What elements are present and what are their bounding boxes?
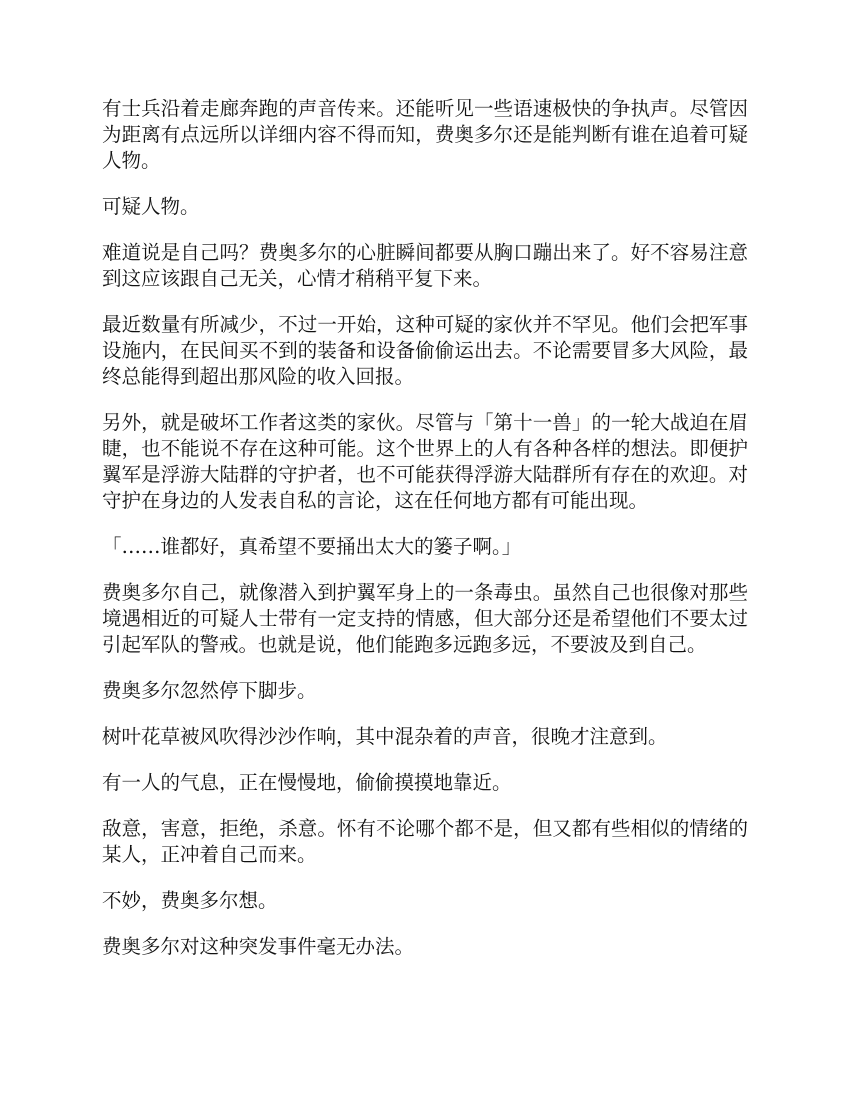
paragraph-4: 最近数量有所减少，不过一开始，这种可疑的家伙并不罕见。他们会把军事设施内，在民间买不到的装备和设备偷偷运出去。不论需要冒多大风险，最终总能得到超出那风险的收入回报。 [102, 313, 748, 388]
paragraph-7: 费奥多尔自己，就像潜入到护翼军身上的一条毒虫。虽然自己也很像对那些境遇相近的可疑人士带有一定支持的情感，但大部分还是希望他们不要太过引起军队的警戒。也就是说，他们能跑多远跑多远，不要波及到自己。 [102, 581, 748, 656]
paragraph-3: 难道说是自己吗？费奥多尔的心脏瞬间都要从胸口蹦出来了。好不容易注意到这应该跟自己无关，心情才稍稍平复下来。 [102, 241, 748, 290]
paragraph-1: 有士兵沿着走廊奔跑的声音传来。还能听见一些语速极快的争执声。尽管因为距离有点远所以详细内容不得而知，费奥多尔还是能判断有谁在追着可疑人物。 [102, 97, 748, 172]
paragraph-9: 树叶花草被风吹得沙沙作响，其中混杂着的声音，很晚才注意到。 [102, 725, 668, 748]
paragraph-10: 有一人的气息，正在慢慢地，偷偷摸摸地靠近。 [102, 771, 512, 794]
paragraph-12: 不妙，费奥多尔想。 [102, 889, 278, 912]
body-text [102, 96, 748, 980]
paragraph-5: 另外，就是破坏工作者这类的家伙。尽管与「第十一兽」的一轮大战迫在眉睫，也不能说不存在这种可能。这个世界上的人有各种各样的想法。即便护翼军是浮游大陆群的守护者，也不可能获得浮游大陆群所有存在的欢迎。对守护在身边的人发表自私的言论，这在任何地方都有可能出现。 [102, 411, 748, 512]
paragraph-2: 可疑人物。 [102, 195, 200, 218]
paragraph-8: 费奥多尔忽然停下脚步。 [102, 679, 317, 702]
paragraph-6: 「……谁都好，真希望不要捅出太大的篓子啊。」 [102, 535, 522, 558]
paragraph-13: 费奥多尔对这种突发事件毫无办法。 [102, 935, 415, 958]
paragraph-11: 敌意，害意，拒绝，杀意。怀有不论哪个都不是，但又都有些相似的情绪的某人，正冲着自己而来。 [102, 817, 748, 866]
